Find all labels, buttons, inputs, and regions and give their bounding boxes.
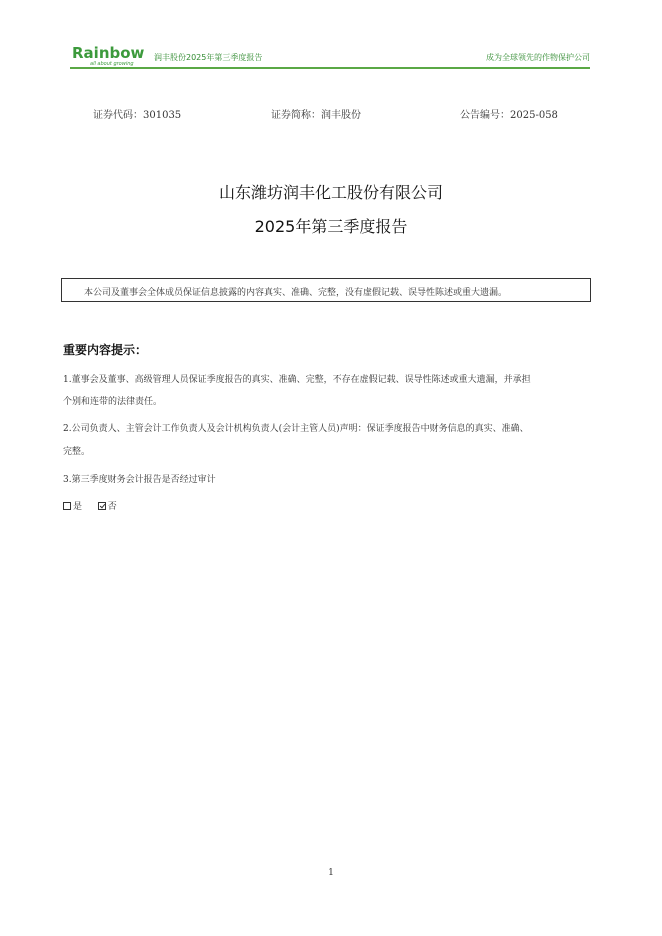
item3-text: 3.第三季度财务会计报告是否经过审计 [63,475,216,485]
company-title: 山东潍坊润丰化工股份有限公司 [218,183,443,202]
important-heading: 重要内容提示： [63,343,148,357]
announcement-number: 公告编号：2025-058 [460,110,558,121]
item1-line2: 个别和连带的法律责任。 [63,397,163,407]
item2-line1: 2.公司负责人、主管会计工作负责人及会计机构负责人(会计主管人员)声明：保证季度报告中财务信息的真实、准确、 [63,424,529,434]
page-number: 1 [328,868,334,878]
checkbox-yes[interactable] [63,502,71,510]
page-header [70,44,590,70]
option-yes-label: 是 [73,502,83,512]
logo-tagline: all about growing [90,61,134,67]
stock-code: 证券代码：301035 [93,110,182,121]
stock-meta-row [0,106,662,120]
header-divider [70,67,590,69]
stock-abbreviation: 证券简称：润丰股份 [271,110,361,121]
disclosure-notice-box [61,278,591,302]
audit-options [63,499,117,512]
header-slogan: 成为全球领先的作物保护公司 [486,53,590,62]
option-no-label: 否 [107,502,117,512]
item2-line2: 完整。 [63,447,91,457]
checkbox-no-checked[interactable] [98,502,106,510]
disclosure-notice-text: 本公司及董事会全体成员保证信息披露的内容真实、准确、完整，没有虚假记载、误导性陈述或重大遗漏。 [84,288,508,298]
report-title: 2025年第三季度报告 [254,217,408,236]
header-report-label: 润丰股份2025年第三季度报告 [154,53,263,62]
logo-text: Rainbow [72,44,145,62]
item1-line1: 1.董事会及董事、高级管理人员保证季度报告的真实、准确、完整，不存在虚假记载、误导性陈述或重大遗漏，并承担 [63,375,531,385]
